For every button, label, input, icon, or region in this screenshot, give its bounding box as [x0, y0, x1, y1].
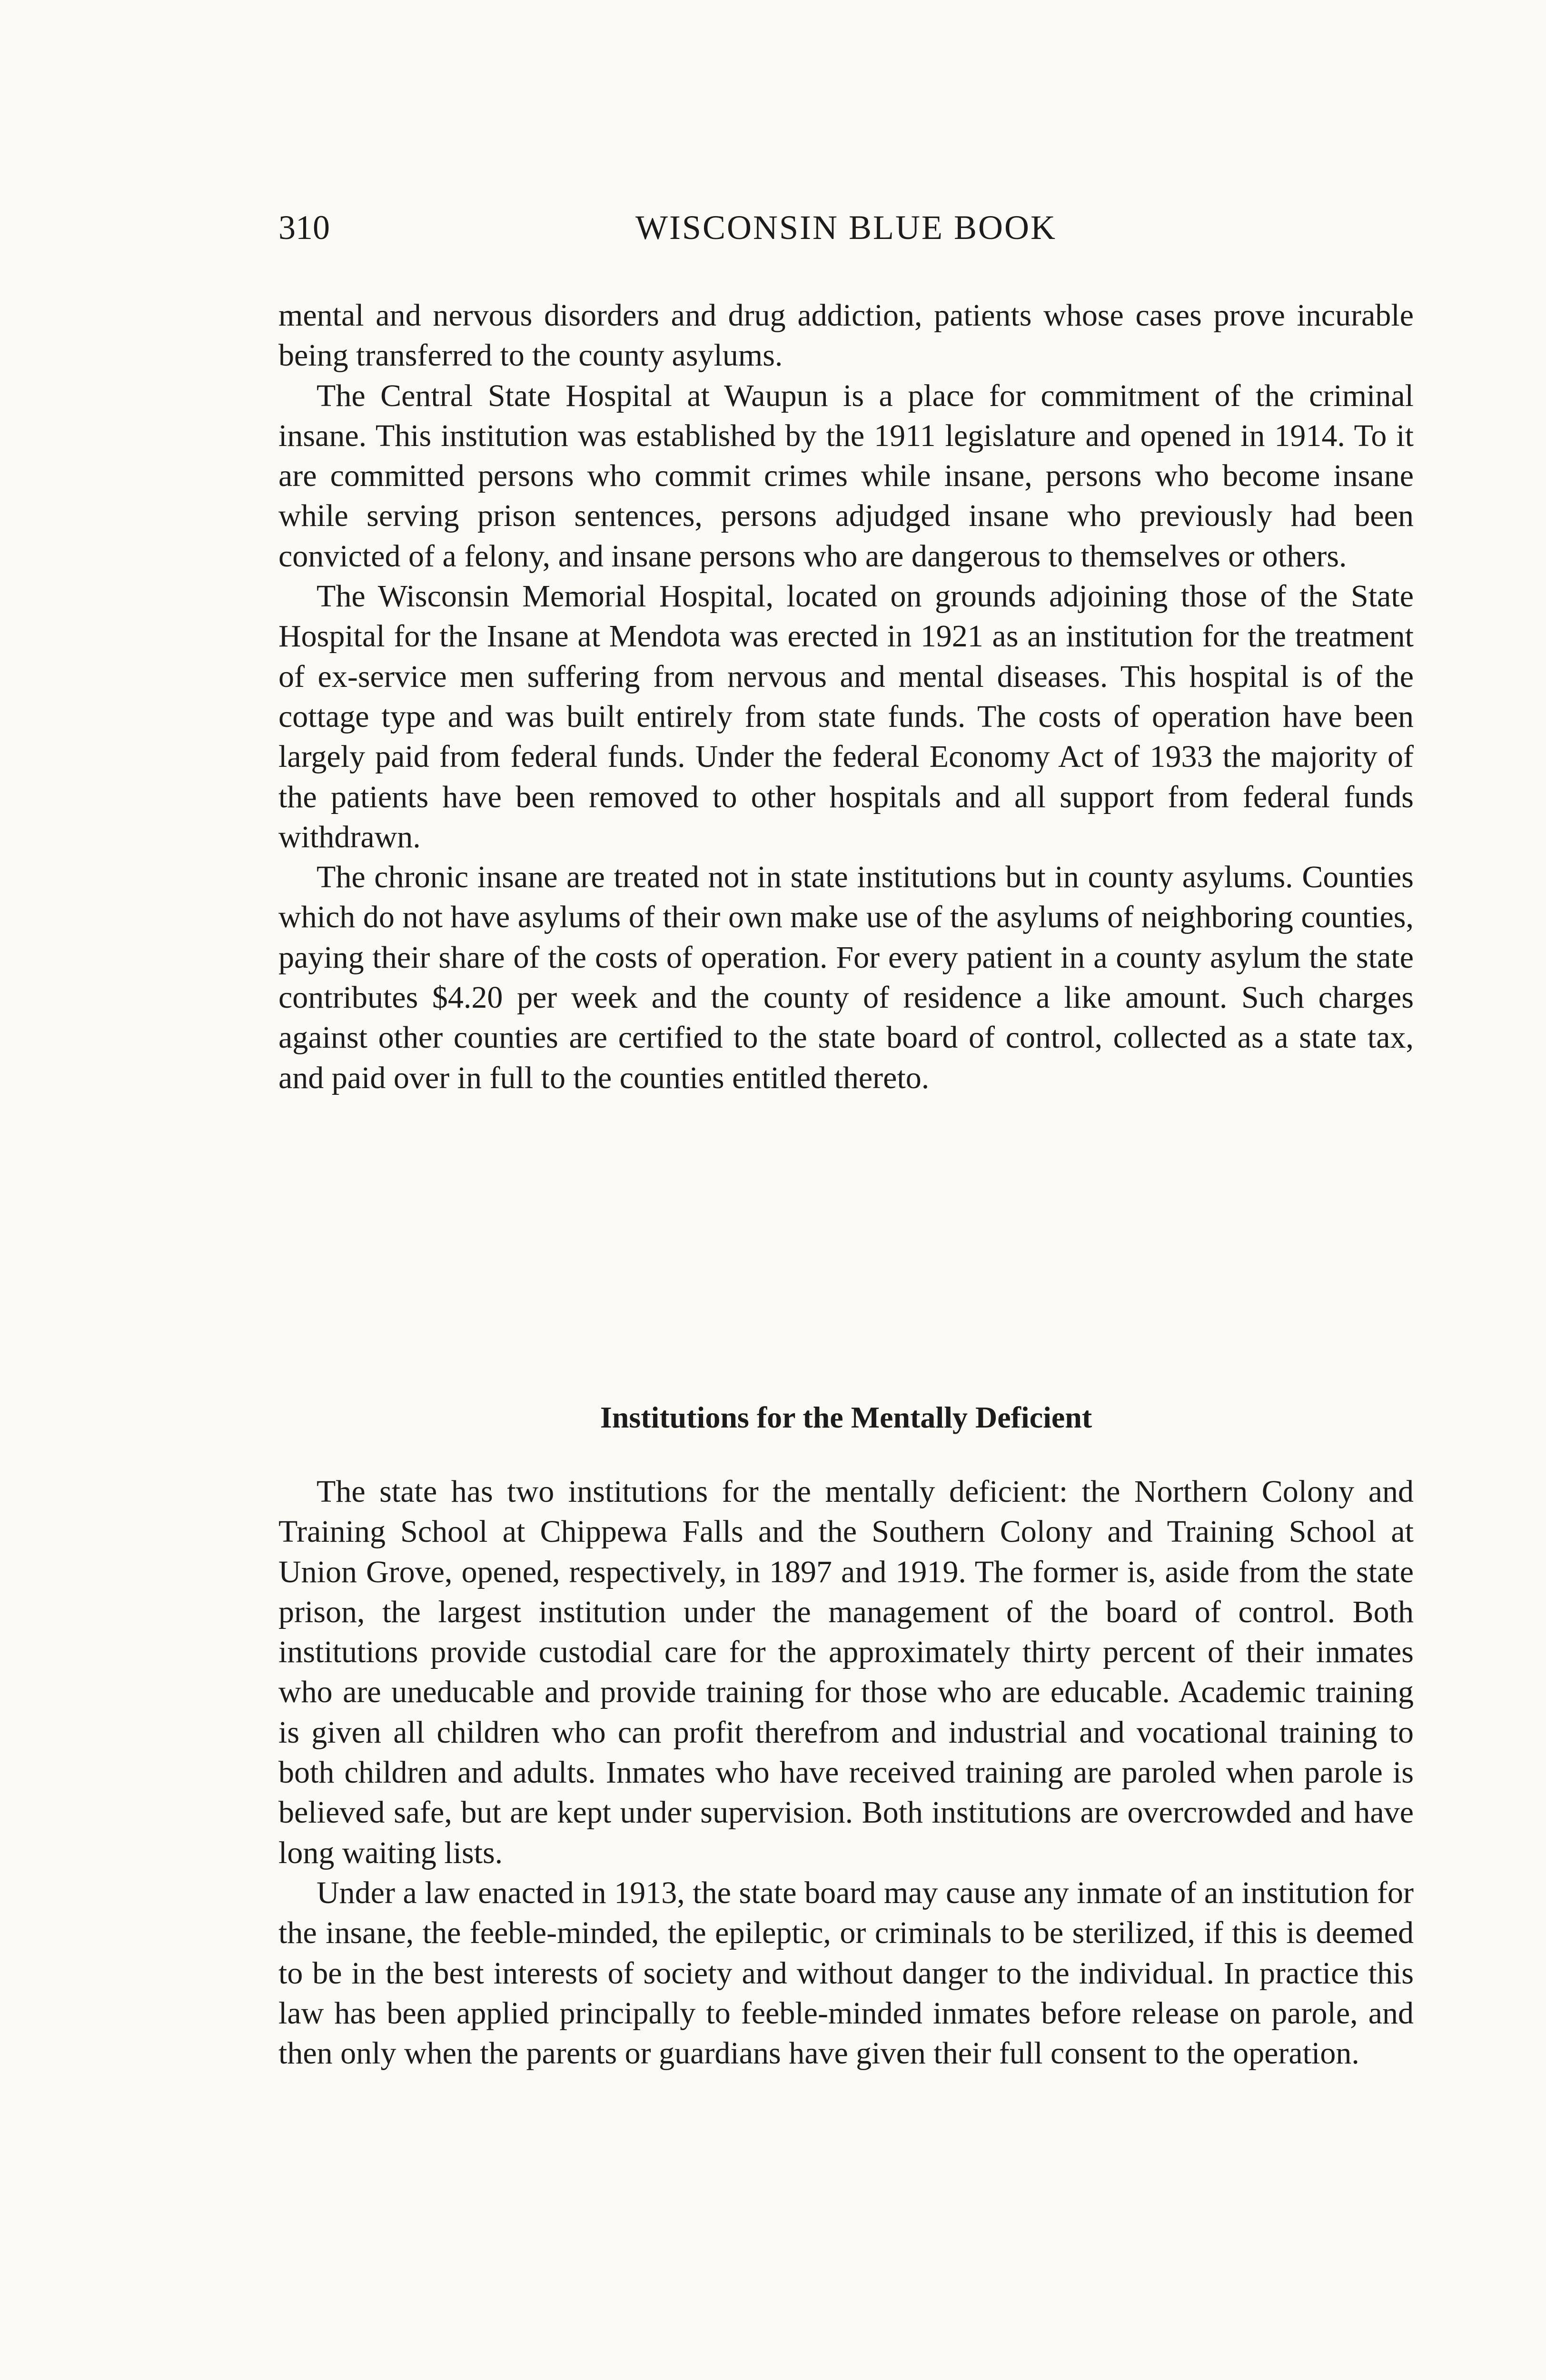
- paragraph: Under a law enacted in 1913, the state board may cause any inmate of an institution for the insane, the feeble-minded, the epileptic, or criminals to be sterilized, if this is deemed to be in the best interests of society and without danger to the individual. In practice this law has been applied principally to feeble-minded inmates before release on parole, and then only when the parents or guardians have given their full consent to the operation.: [278, 1875, 1414, 2071]
- paragraph: The Central State Hospital at Waupun is a place for commitment of the criminal insane. This institution was established by the 1911 legislature and opened in 1914. To it are committed persons who commit crimes while insane, persons who become insane while serving prison sentences, persons adjudged insane who previously had been convicted of a felony, and insane persons who are dangerous to themselves or others.: [278, 378, 1414, 574]
- page-number: 310: [278, 208, 330, 247]
- body-text-lower: [278, 1472, 1414, 2073]
- paragraph: The state has two institutions for the mentally deficient: the Northern Colony and Training School at Chippewa Falls and the Southern Colony and Training School at Union Grove, opened, respectively, in 1897 and 1919. The former is, aside from the state prison, the largest institution under the management of the board of control. Both institutions provide custodial care for the approximately thirty percent of their inmates who are uneducable and provide training for those who are educable. Academic training is given all children who can profit therefrom and industrial and vocational training to both children and adults. Inmates who have received training are paroled when parole is believed safe, but are kept under supervision. Both institutions are overcrowded and have long waiting lists.: [278, 1474, 1414, 1870]
- paragraph: mental and nervous disorders and drug addiction, patients whose cases prove incurable being transferred to the county asylums.: [278, 298, 1414, 373]
- running-head: WISCONSIN BLUE BOOK: [635, 208, 1057, 247]
- paragraph: The Wisconsin Memorial Hospital, located on grounds adjoining those of the State Hospital for the Insane at Mendota was erected in 1921 as an institution for the treatment of ex-service men suffering from nervous and mental diseases. This hospital is of the cottage type and was built entirely from state funds. The costs of operation have been largely paid from federal funds. Under the federal Economy Act of 1933 the majority of the patients have been removed to other hospitals and all support from federal funds withdrawn.: [278, 579, 1414, 854]
- page-header: [278, 204, 1414, 251]
- paragraph: The chronic insane are treated not in state institutions but in county asylums. Counties which do not have asylums of their own make use of the asylums of neighboring counties, paying their share of the costs of operation. For every patient in a county asylum the state contributes $4.20 per week and the county of residence a like amount. Such charges against other counties are certified to the state board of control, collected as a state tax, and paid over in full to the counties entitled thereto.: [278, 860, 1414, 1095]
- section-heading: Institutions for the Mentally Deficient: [600, 1400, 1092, 1434]
- body-text-upper: [278, 296, 1414, 1098]
